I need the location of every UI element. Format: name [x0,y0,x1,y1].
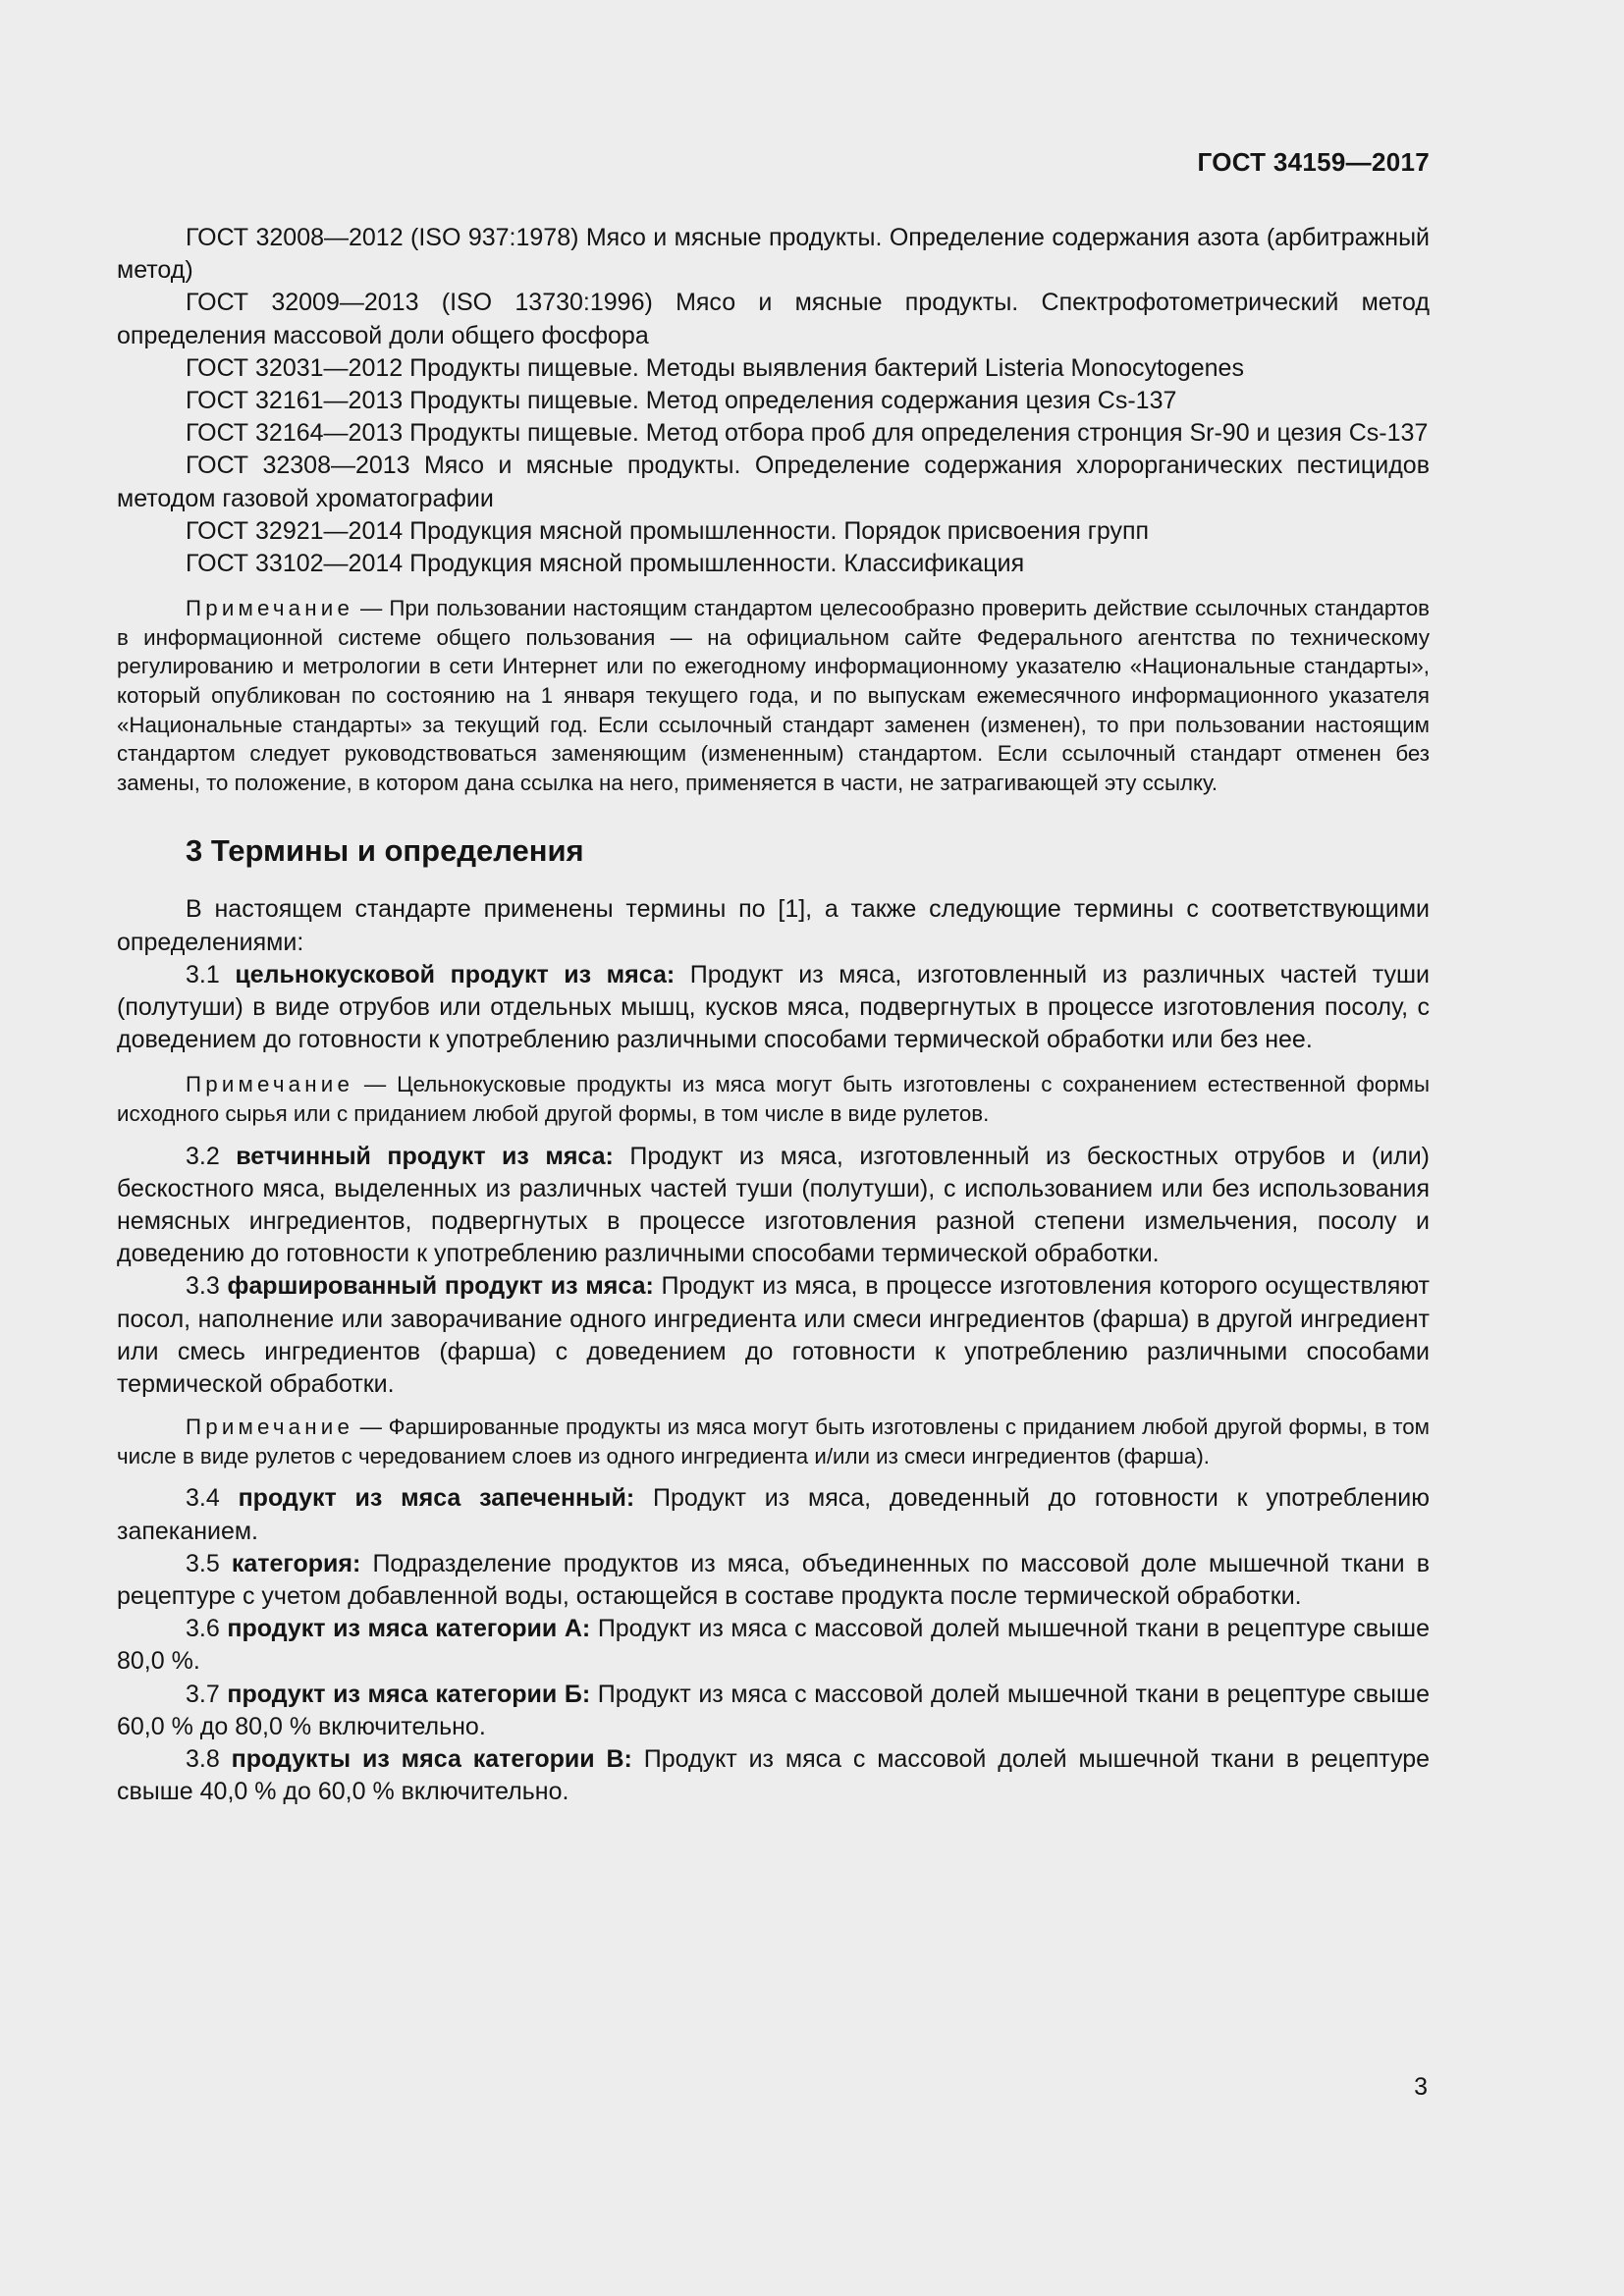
note-dash: — [353,1415,389,1440]
term-definition [117,1679,1430,1743]
term-note [117,1070,1430,1128]
term-definition [117,1482,1430,1547]
document-body [117,222,1430,1808]
term-name: фаршированный продукт из мяса: [227,1272,654,1301]
term-definition [117,1141,1430,1271]
note-label: Примечание [186,1072,354,1097]
term-definition [117,1270,1430,1401]
note-dash: — [353,1072,398,1097]
term-definition [117,1743,1430,1808]
reference-item: ГОСТ 32008—2012 (ISO 937:1978) Мясо и мясные продукты. Определение содержания азота (арбитражный метод) [117,224,1430,285]
page-number: 3 [1414,2073,1428,2101]
term-definition [117,1548,1430,1613]
reference-item: ГОСТ 32308—2013 Мясо и мясные продукты. Определение содержания хлорорганических пестицидов методом газовой хроматографии [117,452,1430,512]
reference-item: ГОСТ 33102—2014 Продукция мясной промышленности. Классификация [186,550,1025,578]
reference-item: ГОСТ 32031—2012 Продукты пищевые. Методы выявления бактерий Listeria Monocytogenes [186,353,1244,382]
document-header: ГОСТ 34159—2017 [1197,147,1430,177]
term-number: 3.4 [186,1484,220,1513]
term-definition-text: Продукт из мяса с массовой долей мышечной ткани в рецептуре свыше 40,0 % до 60,0 % включительно. [117,1745,1430,1806]
section-intro: В настоящем стандарте применены термины по [1], а также следующие термины с соответствующими определениями: [117,895,1430,956]
term-number: 3.6 [186,1615,220,1643]
note-dash: — [353,596,390,621]
term-name: продукт из мяса запеченный: [238,1484,635,1513]
term-number: 3.7 [186,1680,220,1708]
term-definition-text: Продукт из мяса, доведенный до готовности к употреблению запеканием. [117,1484,1430,1545]
term-name: ветчинный продукт из мяса: [236,1142,614,1170]
reference-item: ГОСТ 32161—2013 Продукты пищевые. Метод определения содержания цезия Cs-137 [186,387,1177,415]
note-label: Примечание [186,596,354,621]
term-definition [117,959,1430,1057]
term-number: 3.2 [186,1142,220,1170]
term-definition-text: Продукт из мяса, в процессе изготовления которого осуществляют посол, наполнение или заворачивание одного ингредиента или смеси ингредиентов (фарша) в другой ингредиент или смесь ингредиентов (фарша) с доведением до готовности к употреблению различными способами термической обработки. [117,1272,1430,1399]
term-definition-text: Подразделение продуктов из мяса, объединенных по массовой доле мышечной ткани в рецептуре с учетом добавленной воды, остающейся в составе продукта после термической обработки. [117,1549,1430,1611]
note-text: Цельнокусковые продукты из мяса могут быть изготовлены с сохранением естественной формы исходного сырья или с приданием любой другой формы, в том числе в виде рулетов. [117,1072,1430,1126]
note-text: При пользовании настоящим стандартом целесообразно проверить действие ссылочных стандартов в информационной системе общего пользования — на официальном сайте Федерального агентства по техническому регулированию и метрологии в сети Интернет или по ежегодному информационному указателю «Национальные стандарты», который опубликован по состоянию на 1 января текущего года, и по выпускам ежемесячного информационного указателя «Национальные стандарты» за текущий год. Если ссылочный стандарт заменен (изменен), то при пользовании настоящим стандартом следует руководствоваться заменяющим (измененным) стандартом. Если ссылочный стандарт отменен без замены, то положение, в котором дана ссылка на него, применяется в части, не затрагивающей эту ссылку. [117,596,1431,795]
note-text: Фаршированные продукты из мяса могут быть изготовлены с приданием любой другой формы, в том числе в виде рулетов с чередованием слоев из одного ингредиента и/или из смеси ингредиентов (фарша). [117,1415,1430,1468]
term-note [117,1413,1430,1470]
term-number: 3.8 [186,1745,220,1774]
term-definition-text: Продукт из мяса, изготовленный из бескостных отрубов и (или) бескостного мяса, выделенных из различных частей туши (полутуши), с использованием или без использования немясных ингредиентов, подвергнутых в процессе изготовления разной степени измельчения, посолу и доведению до готовности к употреблению различными способами термической обработки. [117,1142,1430,1268]
note-label: Примечание [186,1415,354,1440]
reference-item: ГОСТ 32009—2013 (ISO 13730:1996) Мясо и мясные продукты. Спектрофотометрический метод определения массовой доли общего фосфора [117,289,1430,349]
term-number: 3.1 [186,960,220,988]
references-note [117,594,1430,797]
term-definition-text: Продукт из мяса, изготовленный из различных частей туши (полутуши) в виде отрубов или отдельных мышц, кусков мяса, подвергнутых в процессе изготовления посолу, с доведением до готовности к употреблению различными способами термической обработки или без нее. [117,960,1430,1054]
section-title: 3 Термины и определения [186,833,584,869]
term-name: цельнокусковой продукт из мяса: [235,960,676,988]
term-name: продукт из мяса категории А: [227,1615,591,1643]
term-definition-text: Продукт из мяса с массовой долей мышечной ткани в рецептуре свыше 80,0 %. [117,1615,1430,1676]
term-name: продукты из мяса категории В: [231,1745,632,1774]
reference-item: ГОСТ 32164—2013 Продукты пищевые. Метод отбора проб для определения стронция Sr-90 и цезия Cs-137 [186,419,1429,448]
term-definition [117,1613,1430,1678]
reference-item: ГОСТ 32921—2014 Продукция мясной промышленности. Порядок присвоения групп [186,516,1150,545]
term-number: 3.5 [186,1549,220,1577]
term-name: категория: [231,1549,361,1577]
term-definition-text: Продукт из мяса с массовой долей мышечной ткани в рецептуре свыше 60,0 % до 80,0 % включительно. [117,1680,1430,1740]
term-number: 3.3 [186,1272,220,1301]
term-name: продукт из мяса категории Б: [227,1680,591,1708]
